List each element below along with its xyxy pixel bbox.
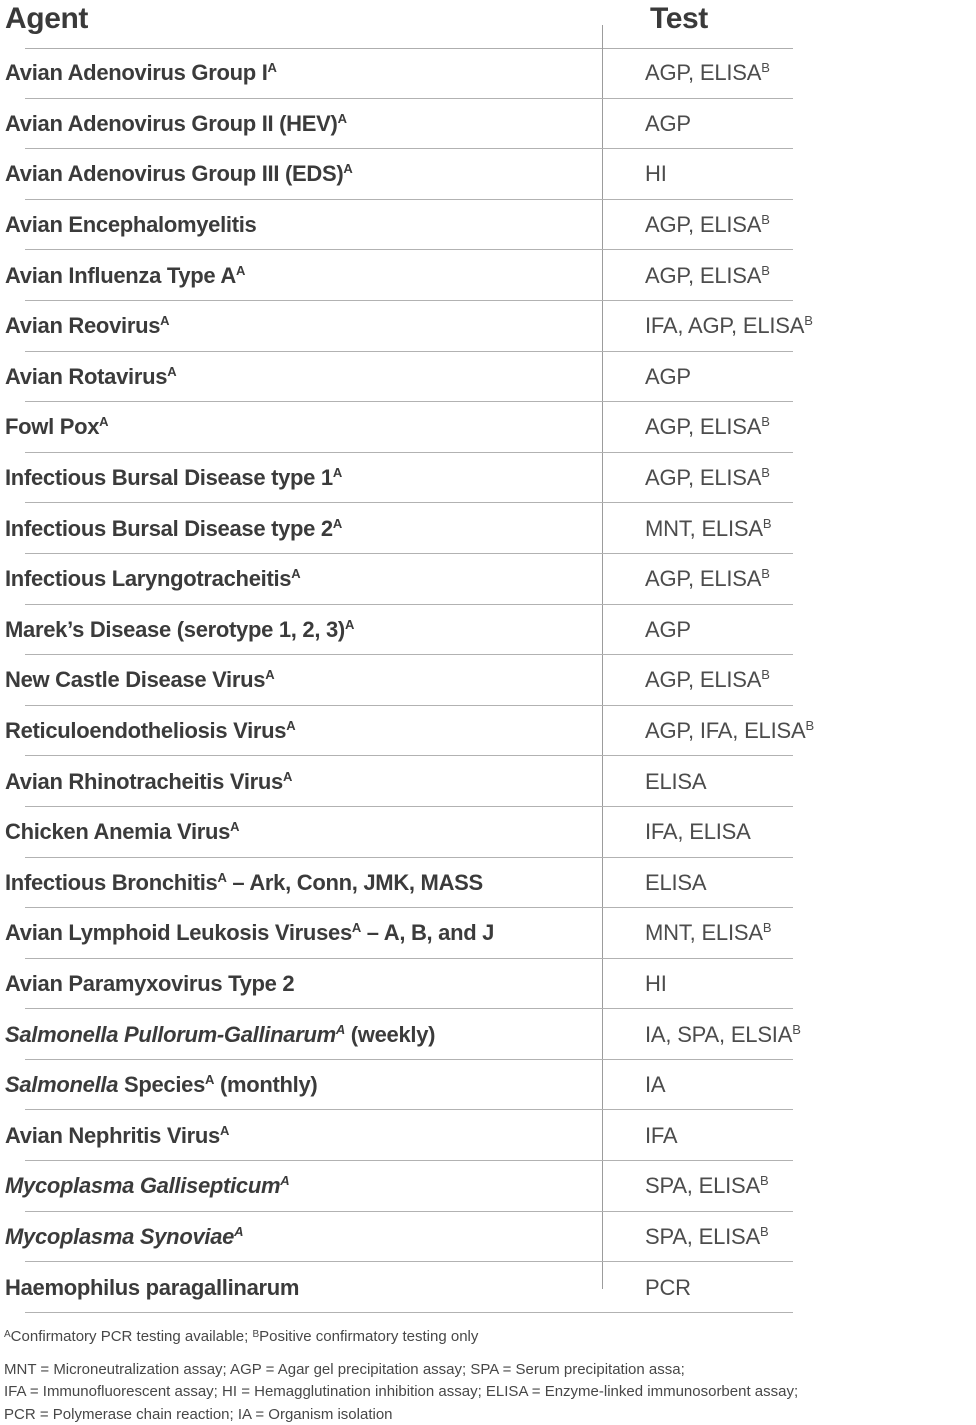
text-segment: Fowl Pox xyxy=(5,414,100,440)
text-segment: Infectious Bronchitis xyxy=(5,869,218,895)
test-cell xyxy=(645,718,814,744)
column-header-agent: Agent xyxy=(5,2,88,35)
text-segment: New Castle Disease Virus xyxy=(5,667,266,693)
superscript-marker: B xyxy=(761,465,770,481)
agent-cell xyxy=(0,819,645,845)
superscript-marker: B xyxy=(761,566,770,582)
text-segment: Mycoplasma Synoviae xyxy=(5,1223,235,1249)
test-cell xyxy=(645,313,813,339)
superscript-marker: A xyxy=(344,616,355,632)
text-segment: SPA, ELISA xyxy=(645,1173,760,1199)
superscript-marker: B xyxy=(762,920,772,936)
text-segment: AGP xyxy=(645,363,691,389)
text-segment: AGP, ELISA xyxy=(645,60,762,86)
agent-cell xyxy=(0,1072,645,1098)
superscript-marker: A xyxy=(4,1329,11,1340)
agent-cell xyxy=(0,566,645,592)
text-segment: (weekly) xyxy=(344,1021,436,1047)
text-segment: IFA xyxy=(645,1122,678,1148)
text-segment: Avian Adenovirus Group I xyxy=(5,60,268,86)
test-cell xyxy=(645,1173,768,1199)
superscript-marker: A xyxy=(235,262,246,278)
superscript-marker: A xyxy=(332,465,342,481)
text-segment: Avian Adenovirus Group II (HEV) xyxy=(5,110,338,136)
test-cell xyxy=(645,1022,801,1048)
table-row xyxy=(0,352,976,403)
text-segment: AGP, ELISA xyxy=(645,667,762,693)
agent-cell xyxy=(0,111,645,137)
text-segment: Infectious Bursal Disease type 2 xyxy=(5,515,333,541)
text-segment: AGP, ELISA xyxy=(645,414,762,440)
superscript-marker: B xyxy=(762,515,772,531)
superscript-marker: A xyxy=(280,1173,290,1189)
test-cell xyxy=(645,60,770,86)
test-cell xyxy=(645,161,667,187)
superscript-marker: B xyxy=(792,1021,801,1037)
superscript-marker: B xyxy=(761,667,770,683)
superscript-marker: A xyxy=(167,363,177,379)
superscript-marker: A xyxy=(234,1223,244,1239)
agent-cell xyxy=(0,364,645,390)
superscript-marker: B xyxy=(252,1329,260,1340)
table-row xyxy=(0,48,976,99)
text-segment: Infectious Bursal Disease type 1 xyxy=(5,465,333,491)
text-segment: IA, SPA, ELSIA xyxy=(645,1021,793,1047)
text-segment: Avian Adenovirus Group III (EDS) xyxy=(5,161,344,187)
text-segment: Salmonella Pullorum-Gallinarum xyxy=(5,1021,336,1047)
table-row xyxy=(0,1060,976,1111)
test-cell xyxy=(645,566,770,592)
superscript-marker: A xyxy=(282,768,293,784)
superscript-marker: A xyxy=(220,1122,230,1138)
table-row xyxy=(0,605,976,656)
table-row xyxy=(0,1110,976,1161)
superscript-marker: B xyxy=(805,718,814,734)
test-cell xyxy=(645,870,706,896)
superscript-marker: A xyxy=(265,667,275,683)
agent-cell xyxy=(0,1224,645,1250)
text-segment: Mycoplasma Gallisepticum xyxy=(5,1173,281,1199)
text-segment: PCR xyxy=(645,1274,691,1300)
agent-cell xyxy=(0,1275,645,1301)
text-segment: ELISA xyxy=(645,768,707,794)
superscript-marker: A xyxy=(230,819,240,835)
superscript-marker: B xyxy=(761,60,770,76)
text-segment: Haemophilus paragallinarum xyxy=(5,1274,300,1300)
superscript-marker: B xyxy=(761,414,770,430)
test-cell xyxy=(645,1123,677,1149)
test-cell xyxy=(645,769,706,795)
text-segment: SPA, ELISA xyxy=(645,1223,760,1249)
footnote-line: PCR = Polymerase chain reaction; IA = Organism isolation xyxy=(4,1405,393,1423)
superscript-marker: A xyxy=(205,1072,215,1088)
table-row xyxy=(0,706,976,757)
agent-cell xyxy=(0,161,645,187)
superscript-marker: A xyxy=(351,920,361,936)
test-cell xyxy=(645,212,770,238)
test-cell xyxy=(645,1072,665,1098)
text-segment: HI xyxy=(645,970,667,996)
text-segment: AGP, ELISA xyxy=(645,566,762,592)
agent-cell xyxy=(0,920,645,946)
text-segment: AGP, IFA, ELISA xyxy=(645,718,806,744)
table-rows xyxy=(0,48,976,1313)
text-segment: Marek’s Disease (serotype 1, 2, 3) xyxy=(5,616,345,642)
text-segment: Avian Paramyxovirus Type 2 xyxy=(5,970,295,996)
superscript-marker: A xyxy=(217,869,227,885)
text-segment: Species xyxy=(118,1072,206,1098)
agent-cell xyxy=(0,718,645,744)
text-segment: MNT, ELISA xyxy=(645,920,763,946)
column-header-test: Test xyxy=(650,2,708,35)
text-segment: AGP, ELISA xyxy=(645,465,762,491)
text-segment: IFA, ELISA xyxy=(645,819,751,845)
text-segment: Avian Rhinotracheitis Virus xyxy=(5,768,283,794)
footnote-confirmatory xyxy=(4,1328,478,1345)
test-cell xyxy=(645,1275,691,1301)
table-row xyxy=(0,99,976,150)
text-segment: HI xyxy=(645,161,667,187)
agent-cell xyxy=(0,971,645,997)
agent-cell xyxy=(0,212,645,238)
superscript-marker: B xyxy=(761,262,770,278)
table-row xyxy=(0,250,976,301)
text-segment: Avian Encephalomyelitis xyxy=(5,212,257,238)
agent-cell xyxy=(0,516,645,542)
superscript-marker: A xyxy=(332,515,342,531)
test-cell xyxy=(645,667,770,693)
table-row xyxy=(0,655,976,706)
superscript-marker: A xyxy=(337,110,347,126)
agent-cell xyxy=(0,414,645,440)
test-cell xyxy=(645,971,667,997)
footnote-line: MNT = Microneutralization assay; AGP = Agar gel precipitation assay; SPA = Serum precipitation assa; xyxy=(4,1361,685,1378)
test-cell xyxy=(645,617,691,643)
text-segment: ELISA xyxy=(645,869,707,895)
text-segment: Confirmatory PCR testing available; xyxy=(10,1328,253,1345)
agent-cell xyxy=(0,1173,645,1199)
test-cell xyxy=(645,414,770,440)
text-segment: Avian Reovirus xyxy=(5,313,161,339)
table-row xyxy=(0,756,976,807)
superscript-marker: A xyxy=(286,718,296,734)
table-row xyxy=(0,200,976,251)
superscript-marker: A xyxy=(335,1021,345,1037)
test-cell xyxy=(645,465,770,491)
text-segment: Avian Lymphoid Leukosis Viruses xyxy=(5,920,352,946)
test-cell xyxy=(645,364,691,390)
superscript-marker: B xyxy=(759,1223,769,1239)
agent-cell xyxy=(0,1123,645,1149)
text-segment: Infectious Laryngotracheitis xyxy=(5,566,292,592)
table-row xyxy=(0,1009,976,1060)
table-row xyxy=(0,959,976,1010)
text-segment: Positive confirmatory testing only xyxy=(259,1328,479,1345)
agent-cell xyxy=(0,667,645,693)
test-cell xyxy=(645,111,691,137)
footnote-line: IFA = Immunofluorescent assay; HI = Hemagglutination inhibition assay; ELISA = Enzyme-linked immunosorbent assay; xyxy=(4,1383,799,1401)
text-segment: – A, B, and J xyxy=(360,920,495,946)
agent-cell xyxy=(0,617,645,643)
agent-cell xyxy=(0,769,645,795)
table-row xyxy=(0,503,976,554)
text-segment: AGP, ELISA xyxy=(645,262,762,288)
footnote-abbreviations xyxy=(4,1359,798,1425)
test-cell xyxy=(645,516,771,542)
superscript-marker: A xyxy=(99,414,109,430)
test-cell xyxy=(645,263,770,289)
superscript-marker: B xyxy=(759,1173,769,1189)
agent-cell xyxy=(0,313,645,339)
table-row xyxy=(0,149,976,200)
text-segment: IFA, AGP, ELISA xyxy=(645,313,805,339)
agent-cell xyxy=(0,465,645,491)
table-row xyxy=(0,453,976,504)
text-segment: AGP xyxy=(645,110,691,136)
superscript-marker: A xyxy=(291,566,301,582)
test-cell xyxy=(645,920,771,946)
superscript-marker: B xyxy=(804,313,813,329)
superscript-marker: A xyxy=(160,313,170,329)
table-row xyxy=(0,1212,976,1263)
table-row xyxy=(0,1262,976,1313)
text-segment: Chicken Anemia Virus xyxy=(5,819,231,845)
test-cell xyxy=(645,1224,768,1250)
table-row xyxy=(0,301,976,352)
superscript-marker: B xyxy=(761,212,770,228)
table-row xyxy=(0,554,976,605)
agent-cell xyxy=(0,263,645,289)
text-segment: IA xyxy=(645,1072,666,1098)
text-segment: Reticuloendotheliosis Virus xyxy=(5,718,287,744)
agent-cell xyxy=(0,60,645,86)
agent-cell xyxy=(0,1022,645,1048)
table-row xyxy=(0,402,976,453)
test-cell xyxy=(645,819,751,845)
text-segment: MNT, ELISA xyxy=(645,515,763,541)
text-segment: Salmonella xyxy=(5,1072,119,1098)
superscript-marker: A xyxy=(343,161,353,177)
text-segment: AGP, ELISA xyxy=(645,212,762,238)
text-segment: – Ark, Conn, JMK, MASS xyxy=(226,869,483,895)
text-segment: Avian Nephritis Virus xyxy=(5,1122,220,1148)
agent-cell xyxy=(0,870,645,896)
table-row xyxy=(0,858,976,909)
superscript-marker: A xyxy=(267,60,277,76)
table-row xyxy=(0,908,976,959)
text-segment: AGP xyxy=(645,616,691,642)
text-segment: (monthly) xyxy=(214,1072,318,1098)
table-row xyxy=(0,807,976,858)
text-segment: Avian Influenza Type A xyxy=(5,262,236,288)
text-segment: Avian Rotavirus xyxy=(5,363,168,389)
table-row xyxy=(0,1161,976,1212)
